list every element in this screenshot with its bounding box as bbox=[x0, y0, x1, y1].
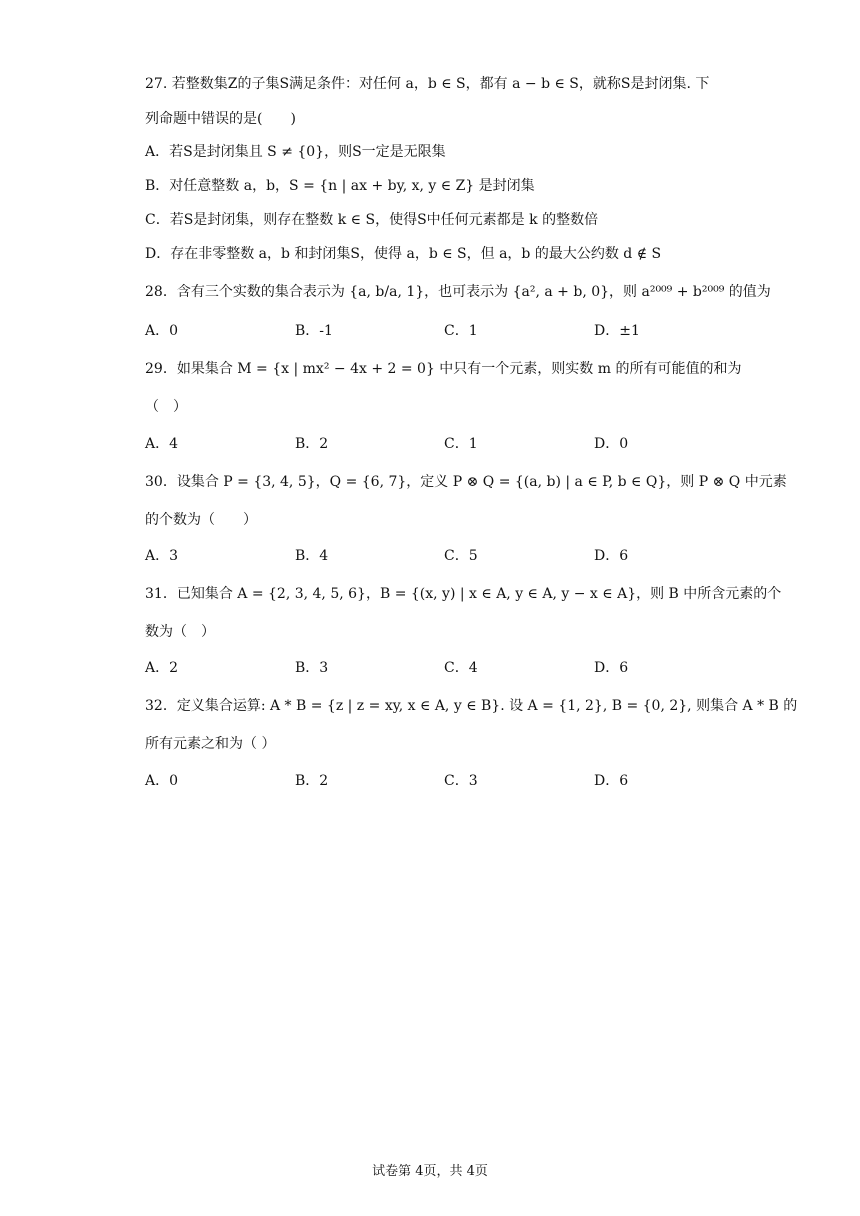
q28-option-c: C．1 bbox=[444, 323, 478, 339]
q29-stem-line-2: （ ） bbox=[145, 399, 187, 415]
q29-options bbox=[145, 435, 785, 453]
q28-option-d: D．±1 bbox=[594, 323, 640, 339]
q27-option-b: B．对任意整数 a，b，S = {n | ax + by, x, y ∈ Z} 是封闭集 bbox=[145, 178, 535, 194]
q31-options bbox=[145, 659, 785, 677]
q28-option-b: B．-1 bbox=[295, 323, 333, 339]
q31-stem-line-1: 31．已知集合 A = {2, 3, 4, 5, 6}，B = {(x, y) | x ∈ A, y ∈ A, y − x ∈ A}，则 B 中所含元素的个 bbox=[145, 586, 782, 602]
q27-stem-line-1: 27. 若整数集Z的子集S满足条件：对任何 a，b ∈ S，都有 a − b ∈ S，就称S是封闭集. 下 bbox=[145, 76, 710, 92]
q30-options bbox=[145, 547, 785, 565]
q29-stem-line-1: 29．如果集合 M = {x | mx² − 4x + 2 = 0} 中只有一个元素，则实数 m 的所有可能值的和为 bbox=[145, 361, 742, 377]
q27-option-a: A．若S是封闭集且 S ≠ {0}，则S一定是无限集 bbox=[145, 144, 446, 160]
q29-option-a: A．4 bbox=[145, 436, 179, 452]
q30-option-b: B．4 bbox=[295, 548, 329, 564]
q32-options bbox=[145, 772, 785, 790]
q31-option-b: B．3 bbox=[295, 660, 329, 676]
q27-option-c: C．若S是封闭集，则存在整数 k ∈ S，使得S中任何元素都是 k 的整数倍 bbox=[145, 212, 599, 228]
q30-option-d: D．6 bbox=[594, 548, 629, 564]
q31-option-c: C．4 bbox=[444, 660, 478, 676]
q30-stem-line-2: 的个数为（ ） bbox=[145, 512, 257, 528]
q31-option-d: D．6 bbox=[594, 660, 629, 676]
q30-option-a: A．3 bbox=[145, 548, 179, 564]
q28-option-a: A．0 bbox=[145, 323, 179, 339]
q31-option-a: A．2 bbox=[145, 660, 179, 676]
q30-option-c: C．5 bbox=[444, 548, 478, 564]
q32-stem-line-2: 所有元素之和为（ ） bbox=[145, 736, 276, 752]
q32-option-a: A．0 bbox=[145, 773, 179, 789]
q32-option-b: B．2 bbox=[295, 773, 329, 789]
q29-option-d: D．0 bbox=[594, 436, 629, 452]
q32-stem-line-1: 32．定义集合运算: A * B = {z | z = xy, x ∈ A, y ∈ B}. 设 A = {1, 2}, B = {0, 2}, 则集合 A * B 的 bbox=[145, 698, 798, 714]
q30-stem-line-1: 30．设集合 P = {3, 4, 5}，Q = {6, 7}，定义 P ⊗ Q = {(a, b) | a ∈ P, b ∈ Q}，则 P ⊗ Q 中元素 bbox=[145, 474, 787, 490]
q27-option-d: D．存在非零整数 a，b 和封闭集S，使得 a，b ∈ S，但 a，b 的最大公约数 d ∉ S bbox=[145, 246, 662, 262]
q31-stem-line-2: 数为（ ） bbox=[145, 624, 215, 640]
q28-options bbox=[145, 322, 785, 340]
q28-stem-line-1: 28．含有三个实数的集合表示为 {a, b/a, 1}，也可表示为 {a², a + b, 0}，则 a²⁰⁰⁹ + b²⁰⁰⁹ 的值为 bbox=[145, 284, 771, 300]
q32-option-c: C．3 bbox=[444, 773, 478, 789]
page-footer: 试卷第 4页，共 4页 bbox=[372, 1164, 488, 1179]
q29-option-b: B．2 bbox=[295, 436, 329, 452]
q32-option-d: D．6 bbox=[594, 773, 629, 789]
q27-stem-line-2: 列命题中错误的是( ) bbox=[145, 111, 296, 127]
q29-option-c: C．1 bbox=[444, 436, 478, 452]
